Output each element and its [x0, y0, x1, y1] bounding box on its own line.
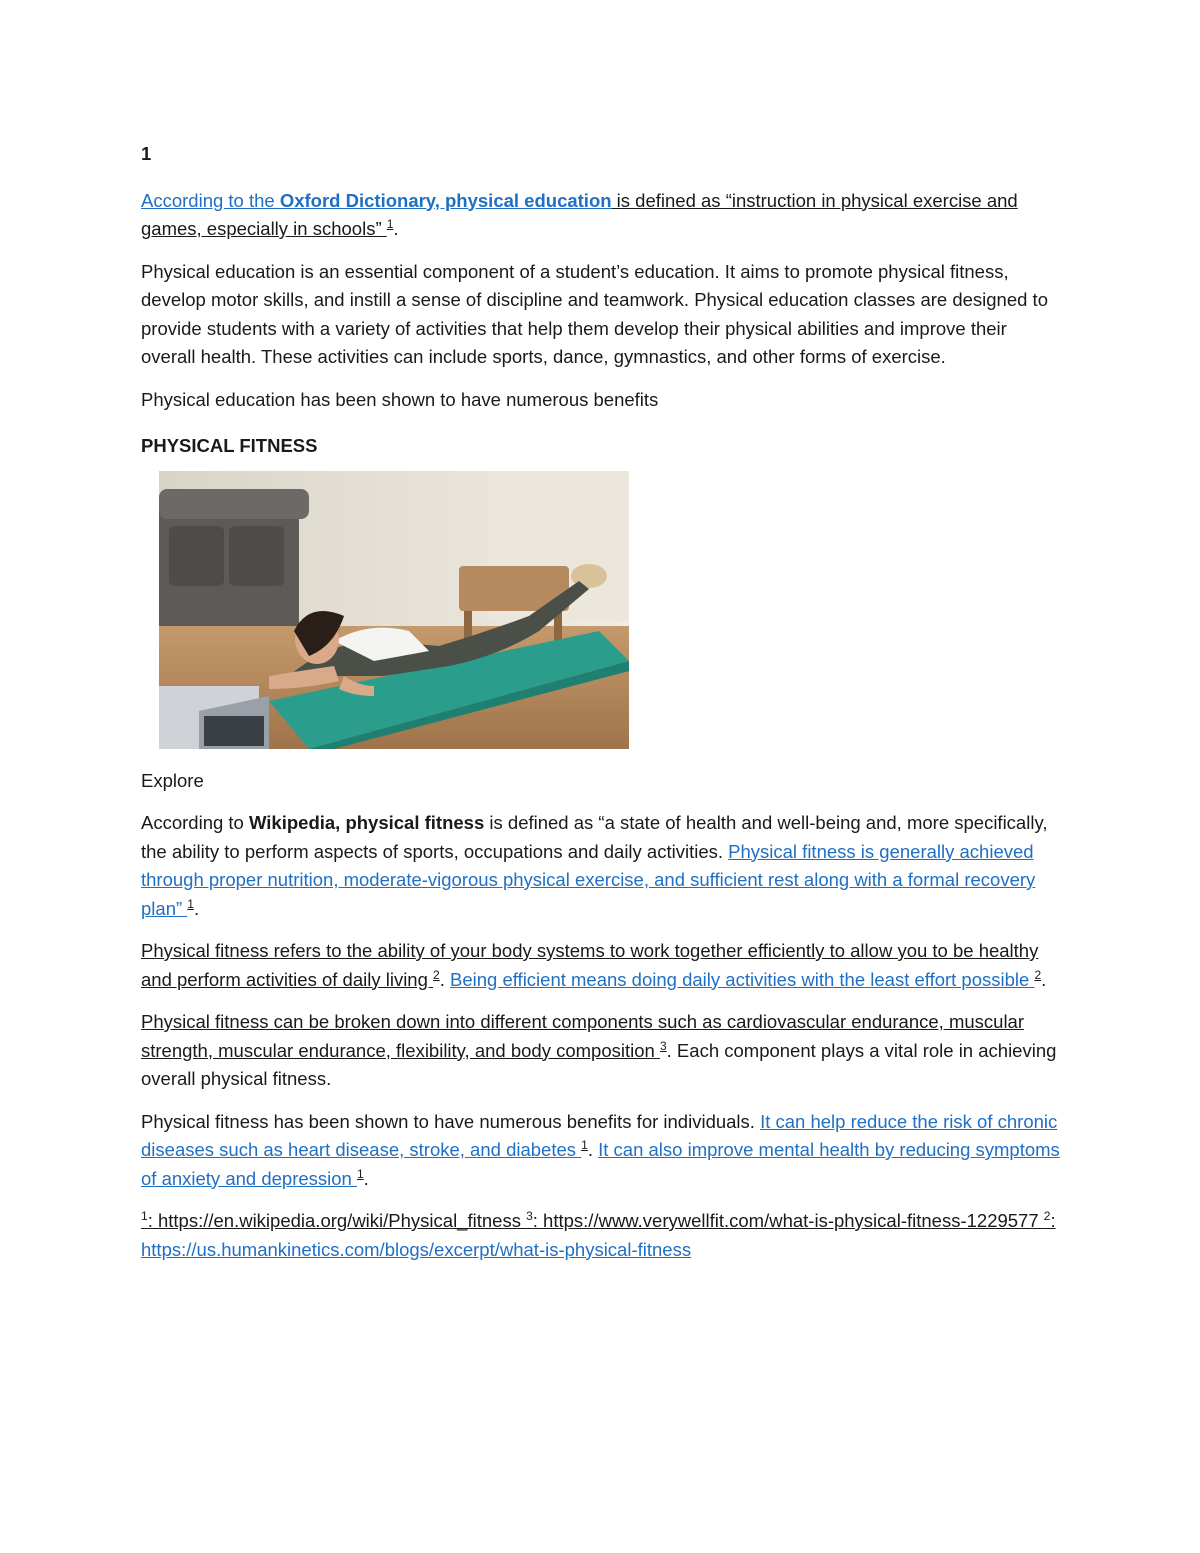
- components-paragraph: Physical fitness can be broken down into different components such as cardiovascular endurance, muscular strength, muscular endurance, flexibility, and body composition $^3$. Each component plays a vital role in achieving overall physical fitness.: [141, 1011, 1057, 1089]
- wikipedia-term: Wikipedia, physical fitness: [248, 812, 485, 833]
- benefits-paragraph: Physical fitness has been shown to have numerous benefits for individuals. It can help reduce the risk of chronic diseases such as heart disease, stroke, and diabetes $^1$. It can also improve mental health by reducing symptoms of anxiety and depression $^1$.: [141, 1110, 1060, 1189]
- section-heading: PHYSICAL FITNESS: [141, 435, 318, 456]
- mental-health-link[interactable]: It can also improve mental health by reducing symptoms of anxiety and depression: [141, 1139, 1060, 1189]
- fitness-photo: [159, 471, 629, 749]
- benefits-intro-paragraph: Physical education has been shown to have numerous benefits: [141, 388, 659, 410]
- intro-paragraph: According to the Oxford Dictionary, physical education is defined as “instruction in physical exercise and games, especially in schools” $^1$.: [141, 189, 1018, 239]
- body-systems-paragraph: Physical fitness refers to the ability of your body systems to work together efficiently to allow you to be healthy and perform activities of daily living $^2$. Being efficient means doing daily activities with the least effort possible $^2$.: [141, 940, 1047, 990]
- oxford-link[interactable]: According to the Oxford Dictionary, physical education: [141, 189, 612, 211]
- wikipedia-paragraph: According to Wikipedia, physical fitness is defined as “a state of health and well-being and, more specifically, the ability to perform aspects of sports, occupations and daily activities. Physical fitness is generally achieved through proper nutrition, moderate-vigorous physical exercise, and sufficient rest along with a formal recovery plan” $^1$.: [141, 812, 1048, 919]
- reference-3[interactable]: $^3$: https://www.verywellfit.com/what-is-physical-fitness-1229577: [526, 1209, 1044, 1231]
- efficient-link[interactable]: Being efficient means doing daily activities with the least effort possible: [450, 968, 1035, 990]
- footnote-ref: 1: [386, 217, 394, 231]
- reference-1[interactable]: $^1$: https://en.wikipedia.org/wiki/Physical_fitness: [141, 1209, 527, 1231]
- oxford-definition: is defined as “instruction in physical exercise and games, especially in schools”: [141, 189, 1018, 239]
- pe-description-paragraph: Physical education is an essential component of a student’s education. It aims to promote physical fitness, develop motor skills, and instill a sense of discipline and teamwork. Physical education classes are designed to provide students with a variety of activities that help them develop their physical abilities and improve their overall health. These activities can include sports, dance, gymnastics, and other forms of exercise.: [141, 260, 1048, 367]
- image-caption: Explore: [141, 769, 204, 791]
- chronic-diseases-link[interactable]: It can help reduce the risk of chronic diseases such as heart disease, stroke, and diabetes: [141, 1110, 1058, 1160]
- document-body: [141, 140, 1066, 1278]
- page-number: 1: [141, 143, 152, 164]
- woman-plank-image: [159, 471, 629, 749]
- reference-2-link[interactable]: https://us.humankinetics.com/blogs/excerpt/what-is-physical-fitness: [141, 1238, 692, 1260]
- fitness-achieved-link[interactable]: Physical fitness is generally achieved through proper nutrition, moderate-vigorous physical exercise, and sufficient rest along with a formal recovery plan”: [141, 840, 1036, 919]
- references: [141, 1207, 1066, 1264]
- reference-2-marker: $^2$:: [1043, 1209, 1056, 1231]
